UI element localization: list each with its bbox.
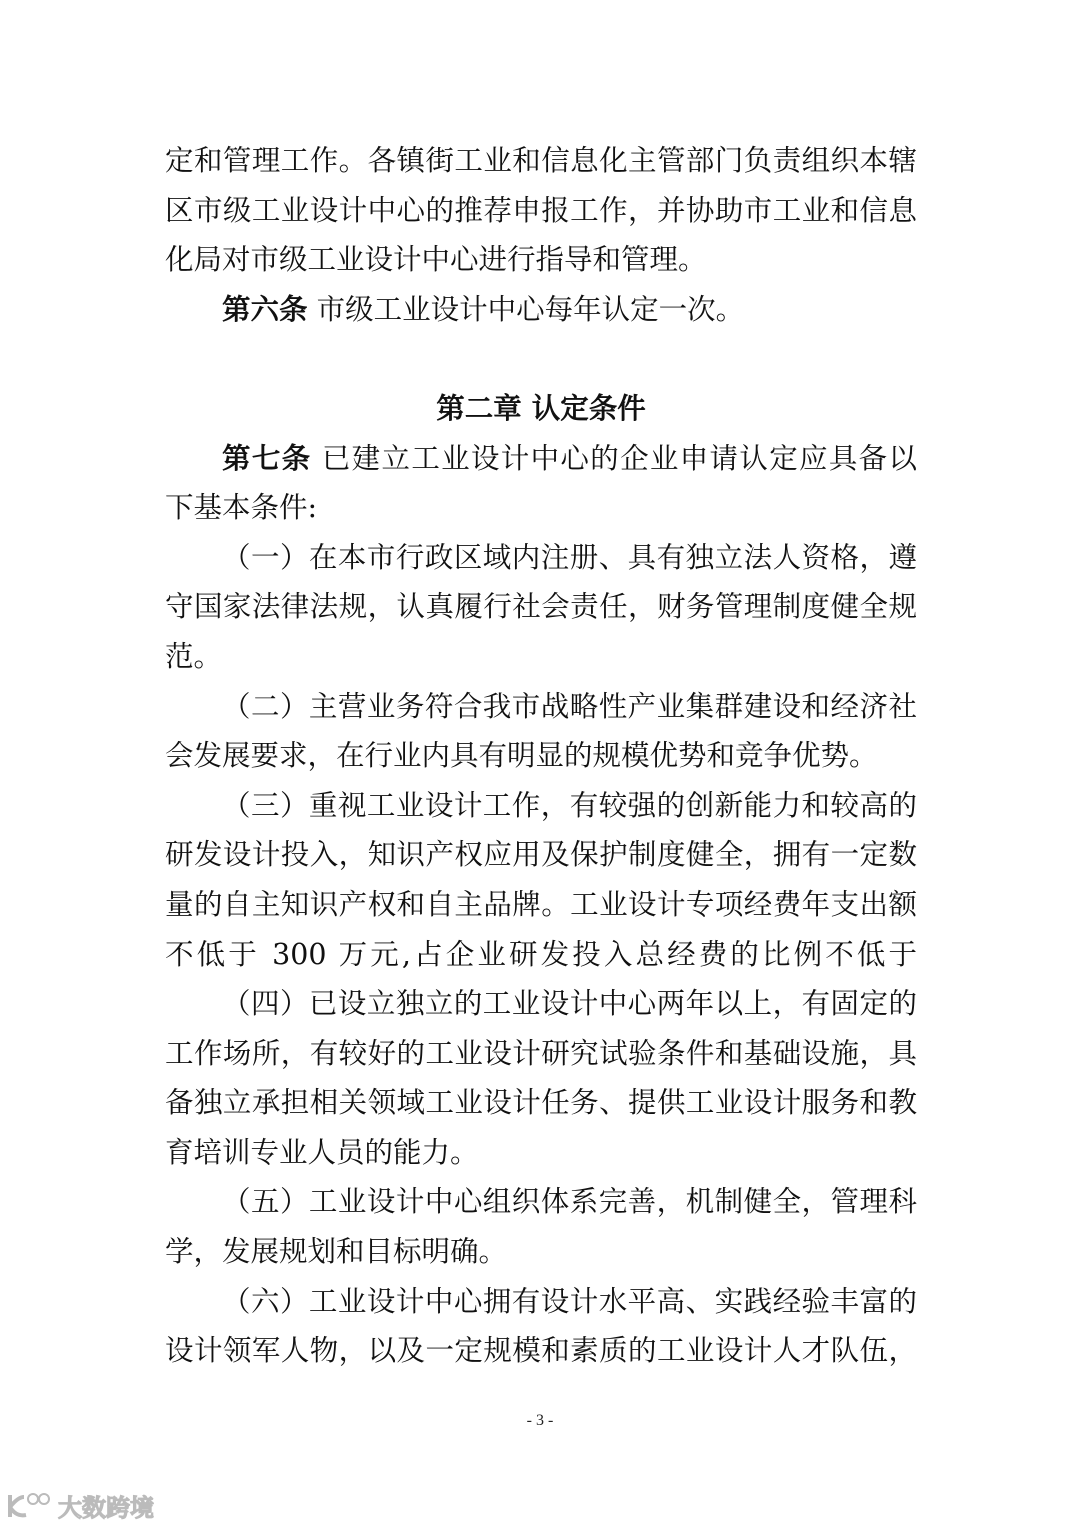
line-text: （五）工业设计中心组织体系完善，机制健全，管理科: [222, 1185, 917, 1219]
text-line: [165, 830, 917, 880]
text-line: [165, 1029, 917, 1079]
text-line: [165, 1078, 917, 1128]
line-text: 学，发展规划和目标明确。: [165, 1235, 508, 1269]
text-line: [165, 1326, 917, 1376]
line-text: 工作场所，有较好的工业设计研究试验条件和基础设施，具: [165, 1036, 917, 1070]
text-line: [165, 186, 917, 236]
text-line: [165, 1128, 917, 1178]
text-line: [165, 1177, 917, 1227]
text-line: [165, 285, 917, 335]
text-line: [165, 1227, 917, 1277]
line-text: （六）工业设计中心拥有设计水平高、实践经验丰富的: [222, 1284, 917, 1318]
line-text: 会发展要求，在行业内具有明显的规模优势和竞争优势。: [165, 739, 878, 773]
text-line: [165, 434, 917, 484]
line-text: 定和管理工作。各镇街工业和信息化主管部门负责组织本辖: [165, 144, 917, 177]
line-text: 市级工业设计中心每年认定一次。: [307, 292, 745, 326]
page-number: - 3 -: [526, 1412, 554, 1429]
line-text: （三）重视工业设计工作，有较强的创新能力和较高的: [222, 788, 917, 822]
text-line: [165, 582, 917, 632]
blank-line: [165, 334, 917, 384]
line-text: 化局对市级工业设计中心进行指导和管理。: [165, 243, 707, 277]
line-text: 设计领军人物，以及一定规模和素质的工业设计人才队伍，: [165, 1334, 917, 1368]
text-line: [165, 781, 917, 831]
text-line: [165, 979, 917, 1029]
text-line: [165, 533, 917, 583]
line-text: （一）在本市行政区域内注册、具有独立法人资格，遵: [222, 540, 917, 574]
document-body: [165, 136, 917, 1376]
line-text: 量的自主知识产权和自主品牌。工业设计专项经费年支出额: [165, 887, 917, 921]
article-number: 第七条: [222, 440, 312, 475]
text-line: [165, 1277, 917, 1327]
line-text: 不低于 300 万元,占企业研发投入总经费的比例不低于: [165, 937, 917, 971]
line-text: 守国家法律法规，认真履行社会责任，财务管理制度健全规: [165, 590, 917, 624]
line-text: 育培训专业人员的能力。: [165, 1135, 479, 1169]
line-text: 范。: [165, 639, 223, 673]
chapter-heading: 第二章 认定条件: [436, 390, 646, 425]
text-line: [165, 632, 917, 682]
line-text: 备独立承担相关领域工业设计任务、提供工业设计服务和教: [165, 1086, 917, 1120]
article-number: 第六条: [222, 291, 308, 326]
line-text: 研发设计投入，知识产权应用及保护制度健全，拥有一定数: [165, 838, 917, 872]
text-line: [165, 136, 917, 186]
line-text: （二）主营业务符合我市战略性产业集群建设和经济社: [222, 689, 917, 723]
line-text: 已建立工业设计中心的企业申请认定应具备以: [311, 441, 917, 475]
text-line: [165, 682, 917, 732]
watermark-logo-icon: [6, 1491, 50, 1521]
line-text: 下基本条件:: [165, 491, 318, 525]
text-line: [165, 731, 917, 781]
text-line: [165, 880, 917, 930]
watermark: [6, 1488, 154, 1523]
line-text: （四）已设立独立的工业设计中心两年以上，有固定的: [222, 987, 917, 1021]
watermark-text: 大数跨境: [58, 1494, 154, 1522]
text-line: [165, 235, 917, 285]
line-text: 区市级工业设计中心的推荐申报工作，并协助市工业和信息: [165, 193, 917, 227]
text-line: [165, 930, 917, 980]
text-line: [165, 483, 917, 533]
